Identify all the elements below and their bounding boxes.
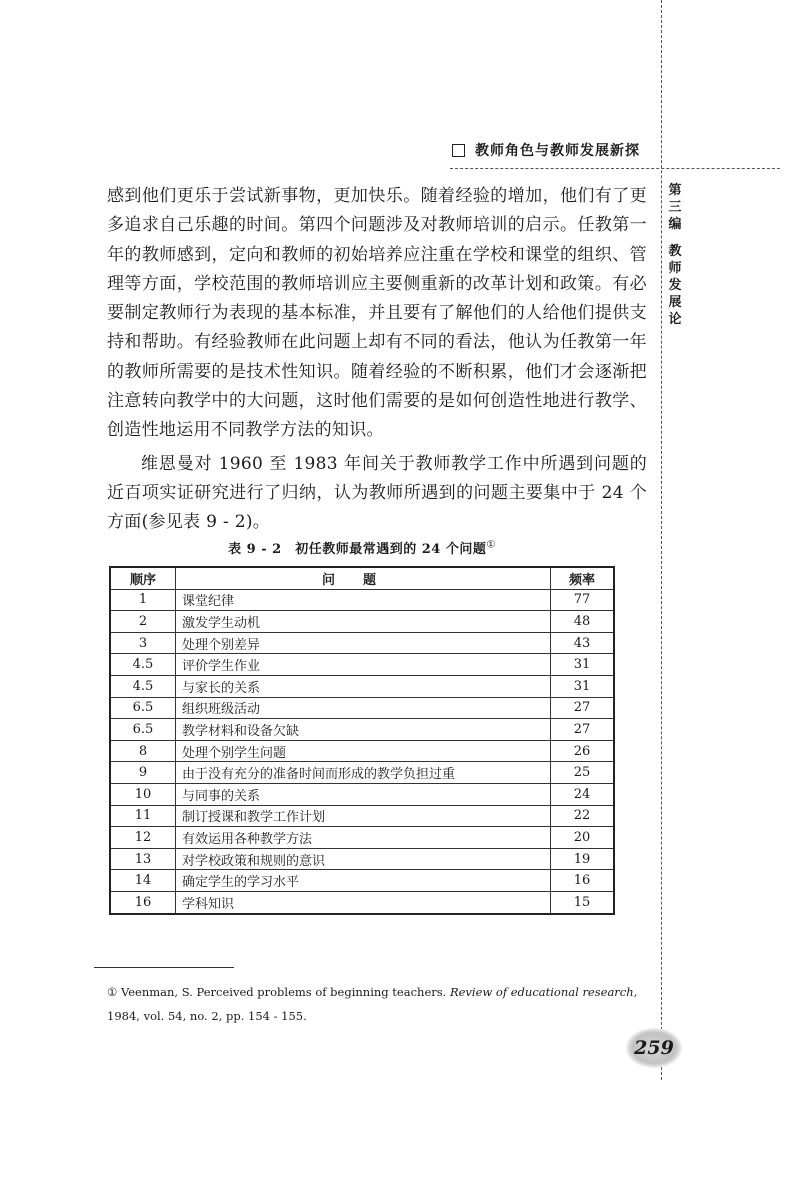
- header-dashed-rule: [450, 168, 780, 169]
- running-head-title: 教师角色与教师发展新探: [475, 143, 640, 159]
- frequency-cell: 77: [551, 589, 615, 611]
- rank-cell: 4.5: [110, 654, 176, 676]
- header-issue: 问题: [176, 567, 551, 589]
- issue-cell: 教学材料和设备欠缺: [176, 719, 551, 741]
- table-caption-text: 表 9 - 2 初任教师最常遇到的 24 个问题: [228, 542, 487, 557]
- rank-cell: 12: [110, 827, 176, 849]
- rank-cell: 8: [110, 740, 176, 762]
- frequency-cell: 22: [551, 805, 615, 827]
- table-header-row: [110, 567, 614, 589]
- rank-cell: 9: [110, 762, 176, 784]
- issue-cell: 与同事的关系: [176, 783, 551, 805]
- table-row: [110, 870, 614, 892]
- body-text: [107, 182, 647, 538]
- table-caption: [107, 538, 617, 557]
- margin-dashed-line: [661, 0, 662, 1080]
- footnote-journal: Review of educational research,: [449, 985, 638, 999]
- table-row: [110, 654, 614, 676]
- rank-cell: 6.5: [110, 719, 176, 741]
- side-label-char: 三: [668, 200, 682, 215]
- footnote-line: 1984, vol. 54, no. 2, pp. 154 - 155.: [107, 1009, 307, 1023]
- problems-table: [109, 566, 615, 915]
- frequency-cell: 25: [551, 762, 615, 784]
- table-row: [110, 891, 614, 913]
- frequency-cell: 19: [551, 848, 615, 870]
- rank-cell: 2: [110, 611, 176, 633]
- frequency-cell: 31: [551, 654, 615, 676]
- table-body: [110, 589, 614, 913]
- table-row: [110, 848, 614, 870]
- table-row: [110, 762, 614, 784]
- issue-cell: 组织班级活动: [176, 697, 551, 719]
- side-label: [668, 182, 682, 328]
- issue-cell: 有效运用各种教学方法: [176, 827, 551, 849]
- issue-cell: 处理个别差异: [176, 632, 551, 654]
- header-rank: 顺序: [110, 567, 176, 589]
- issue-cell: 对学校政策和规则的意识: [176, 848, 551, 870]
- rank-cell: 6.5: [110, 697, 176, 719]
- issue-cell: 处理个别学生问题: [176, 740, 551, 762]
- side-label-char: 发: [668, 278, 682, 293]
- paragraph: 感到他们更乐于尝试新事物，更加快乐。随着经验的增加，他们有了更多追求自己乐趣的时间。第四个问题涉及对教师培训的启示。任教第一年的教师感到，定向和教师的初始培养应注重在学校和课堂的组织、管理等方面，学校范围的教师培训应主要侧重新的改革计划和政策。有必要制定教师行为表现的基本标准，并且要有了解他们的人给他们提供支持和帮助。有经验教师在此问题上却有不同的看法，他认为任教第一年的教师所需要的是技术性知识。随着经验的不断积累，他们才会逐渐把注意转向教学中的大问题，这时他们需要的是如何创造性地进行教学、创造性地运用不同教学方法的知识。: [107, 186, 647, 441]
- side-label-char: 展: [668, 295, 682, 310]
- table-row: [110, 827, 614, 849]
- footnote-marker: ①: [107, 985, 118, 999]
- issue-cell: 确定学生的学习水平: [176, 870, 551, 892]
- table-row: [110, 675, 614, 697]
- table-row: [110, 805, 614, 827]
- frequency-cell: 15: [551, 891, 615, 913]
- side-label-char: 教: [668, 244, 682, 259]
- header-frequency: 频率: [551, 567, 615, 589]
- rank-cell: 3: [110, 632, 176, 654]
- frequency-cell: 27: [551, 697, 615, 719]
- rank-cell: 4.5: [110, 675, 176, 697]
- rank-cell: 16: [110, 891, 176, 913]
- page-number-text: 259: [634, 1037, 674, 1059]
- side-label-char: 师: [668, 261, 682, 276]
- table-row: [110, 589, 614, 611]
- footnote-line: [107, 980, 652, 1004]
- rank-cell: 10: [110, 783, 176, 805]
- running-head: [452, 140, 640, 160]
- frequency-cell: 31: [551, 675, 615, 697]
- side-label-char: 编: [668, 217, 682, 232]
- footnote-rule: [94, 967, 234, 968]
- rank-cell: 1: [110, 589, 176, 611]
- rank-cell: 14: [110, 870, 176, 892]
- issue-cell: 制订授课和教学工作计划: [176, 805, 551, 827]
- side-label-char: 第: [668, 183, 682, 198]
- issue-cell: 评价学生作业: [176, 654, 551, 676]
- issue-cell: 由于没有充分的准备时间而形成的教学负担过重: [176, 762, 551, 784]
- frequency-cell: 20: [551, 827, 615, 849]
- table-row: [110, 697, 614, 719]
- issue-cell: 与家长的关系: [176, 675, 551, 697]
- footnote: [107, 980, 652, 1028]
- table-row: [110, 611, 614, 633]
- table-row: [110, 783, 614, 805]
- issue-cell: 课堂纪律: [176, 589, 551, 611]
- table-row: [110, 632, 614, 654]
- frequency-cell: 24: [551, 783, 615, 805]
- table-row: [110, 740, 614, 762]
- frequency-cell: 43: [551, 632, 615, 654]
- square-icon: [452, 144, 465, 157]
- frequency-cell: 27: [551, 719, 615, 741]
- table-row: [110, 719, 614, 741]
- frequency-cell: 16: [551, 870, 615, 892]
- frequency-cell: 26: [551, 740, 615, 762]
- frequency-cell: 48: [551, 611, 615, 633]
- issue-cell: 激发学生动机: [176, 611, 551, 633]
- footnote-marker: ①: [486, 539, 496, 551]
- rank-cell: 13: [110, 848, 176, 870]
- page-number: [626, 1028, 682, 1068]
- rank-cell: 11: [110, 805, 176, 827]
- paragraph: 维恩曼对 1960 至 1983 年间关于教师教学工作中所遇到问题的近百项实证研究进行了归纳，认为教师所遇到的问题主要集中于 24 个方面(参见表 9 - 2)。: [107, 453, 647, 533]
- side-label-char: 论: [668, 312, 682, 327]
- issue-cell: 学科知识: [176, 891, 551, 913]
- footnote-text: Veenman, S. Perceived problems of beginning teachers.: [117, 985, 450, 999]
